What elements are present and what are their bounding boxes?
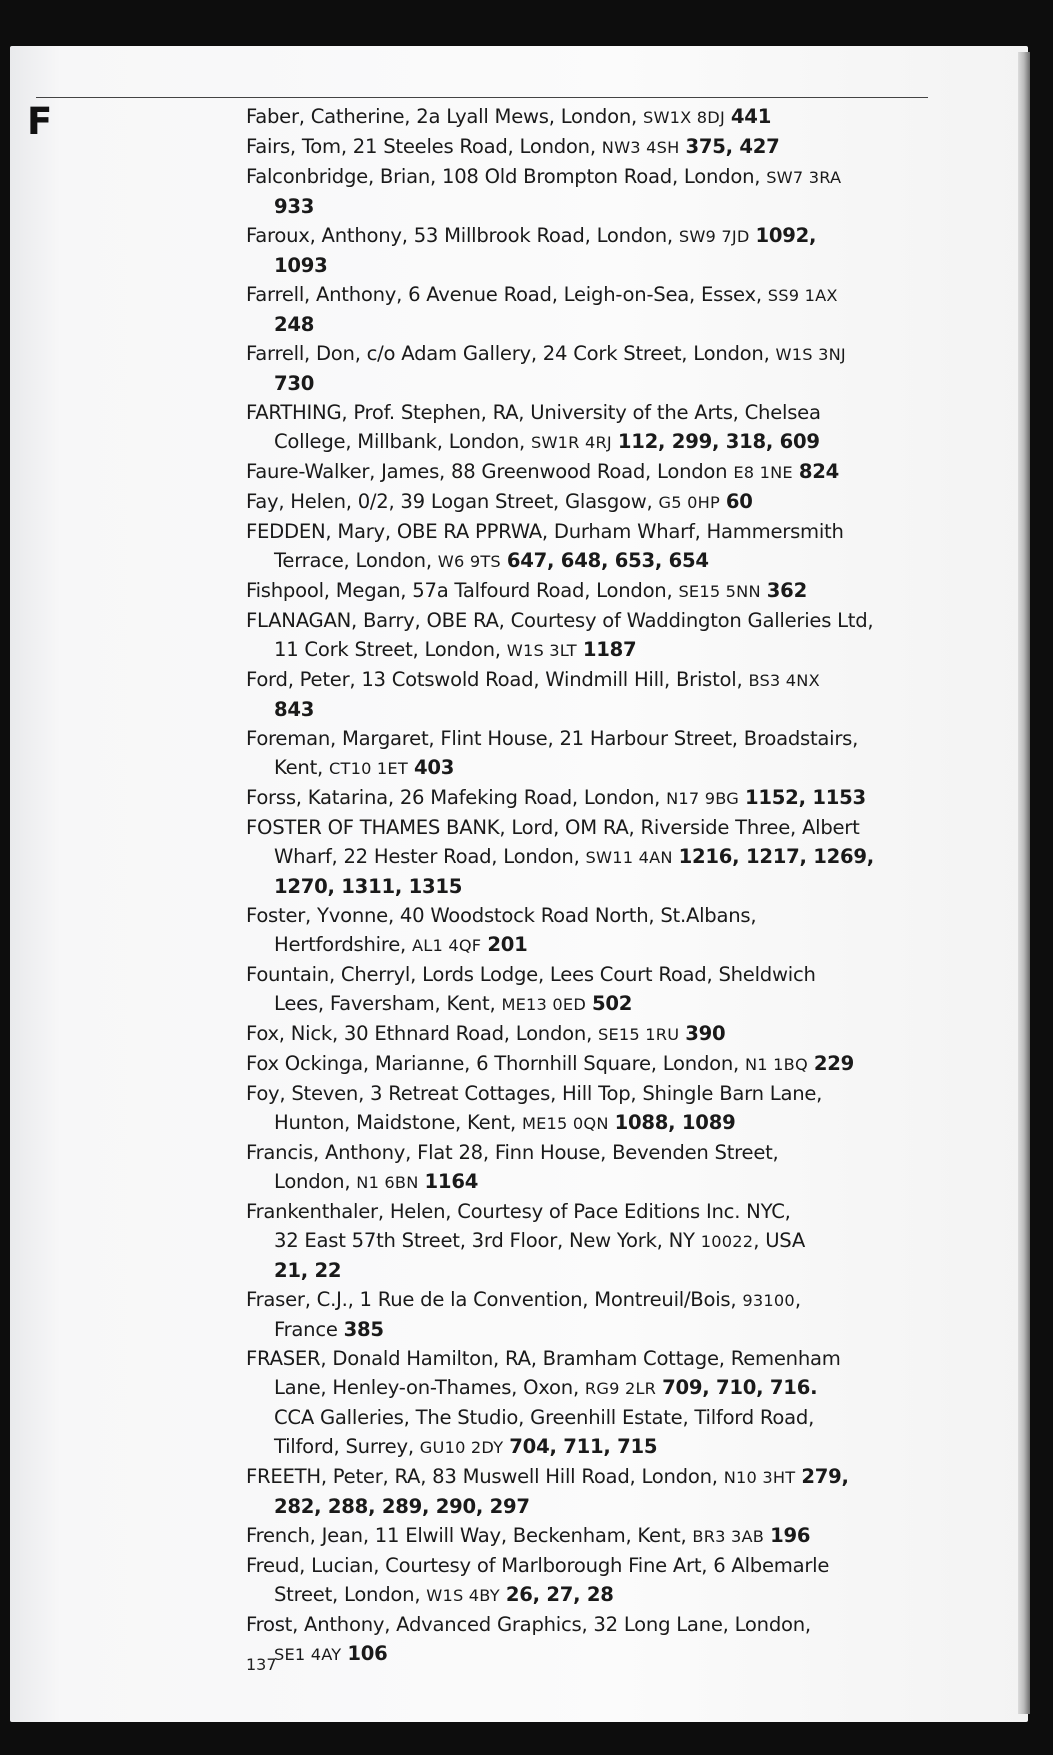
index-entry	[246, 665, 946, 724]
entry-text: Wharf, 22 Hester Road, London,	[274, 845, 586, 868]
entry-text: FEDDEN, Mary, OBE RA PPRWA, Durham Wharf, Hammersmith	[246, 520, 844, 543]
entry-text: Faure-Walker, James, 88 Greenwood Road, London	[246, 460, 734, 483]
entry-page-refs: 106	[347, 1642, 388, 1665]
page-edge-shadow	[1018, 52, 1030, 1714]
entry-postcode: W1S 3NJ	[775, 345, 846, 364]
entry-text: Terrace, London,	[274, 549, 438, 572]
index-entry	[246, 1462, 946, 1521]
entry-postcode: N1 1BQ	[745, 1055, 808, 1074]
entry-text: CCA Galleries, The Studio, Greenhill Estate, Tilford Road,	[274, 1406, 815, 1429]
entry-text: 11 Cork Street, London,	[274, 638, 507, 661]
index-entries-list	[246, 102, 946, 1669]
entry-postcode: 93100	[742, 1291, 795, 1310]
index-entry	[246, 132, 946, 162]
entry-text: FRASER, Donald Hamilton, RA, Bramham Cottage, Remenham	[246, 1347, 841, 1370]
index-entry	[246, 1521, 946, 1551]
entry-text: Foreman, Margaret, Flint House, 21 Harbour Street, Broadstairs,	[246, 727, 859, 750]
entry-page-refs: 647, 648, 653, 654	[506, 549, 709, 572]
entry-page-refs: 229	[813, 1052, 855, 1075]
entry-text: Frankenthaler, Helen, Courtesy of Pace Editions Inc. NYC,	[246, 1200, 791, 1223]
entry-text: London,	[274, 1170, 357, 1193]
entry-page-refs: 704, 711, 715	[509, 1435, 658, 1458]
entry-page-refs: 933	[274, 195, 315, 218]
entry-text: Frost, Anthony, Advanced Graphics, 32 Long Lane, London,	[246, 1613, 811, 1636]
entry-text: FLANAGAN, Barry, OBE RA, Courtesy of Waddington Galleries Ltd,	[246, 609, 874, 632]
index-entry	[246, 1019, 946, 1049]
entry-text: Fraser, C.J., 1 Rue de la Convention, Montreuil/Bois,	[246, 1288, 743, 1311]
index-entry	[246, 1285, 946, 1344]
entry-postcode: SE15 5NN	[678, 582, 761, 601]
index-entry	[246, 576, 946, 606]
index-entry	[246, 1049, 946, 1079]
entry-page-refs: 403	[413, 756, 455, 779]
entry-postcode: W1S 4BY	[426, 1586, 500, 1605]
index-entry	[246, 280, 946, 339]
index-entry	[246, 102, 946, 132]
index-entry	[246, 606, 946, 665]
entry-postcode: 10022	[700, 1232, 754, 1251]
entry-text: Fox, Nick, 30 Ethnard Road, London,	[246, 1022, 599, 1045]
entry-page-refs: 1152, 1153	[745, 786, 866, 809]
entry-text: Foy, Steven, 3 Retreat Cottages, Hill Top, Shingle Barn Lane,	[246, 1082, 823, 1105]
entry-page-refs: 1092,	[755, 224, 817, 247]
index-entry	[246, 339, 946, 398]
entry-postcode: CT10 1ET	[329, 759, 408, 778]
index-entry	[246, 724, 946, 783]
entry-page-refs: 196	[770, 1524, 811, 1547]
entry-postcode: W6 9TS	[437, 552, 501, 571]
entry-postcode: N10 3HT	[723, 1468, 796, 1487]
entry-text: Faroux, Anthony, 53 Millbrook Road, London,	[246, 224, 679, 247]
entry-text: Farrell, Anthony, 6 Avenue Road, Leigh-on-Sea, Essex,	[246, 283, 768, 306]
entry-postcode: G5 0HP	[658, 493, 720, 512]
entry-postcode: SW11 4AN	[585, 848, 673, 867]
entry-text: FARTHING, Prof. Stephen, RA, University of the Arts, Chelsea	[246, 401, 821, 424]
entry-text: ,	[794, 1288, 801, 1311]
entry-text: 32 East 57th Street, 3rd Floor, New York, NY	[274, 1229, 701, 1252]
entry-text: Fay, Helen, 0/2, 39 Logan Street, Glasgow,	[246, 490, 659, 513]
entry-page-refs: 730	[274, 372, 315, 395]
entry-text: Farrell, Don, c/o Adam Gallery, 24 Cork Street, London,	[246, 342, 776, 365]
entry-text: FOSTER OF THAMES BANK, Lord, OM RA, Riverside Three, Albert	[246, 816, 860, 839]
entry-text: Ford, Peter, 13 Cotswold Road, Windmill Hill, Bristol,	[246, 668, 749, 691]
index-entry	[246, 1610, 946, 1669]
entry-postcode: ME15 0QN	[521, 1114, 609, 1133]
entry-page-refs: 1187	[582, 638, 637, 661]
entry-page-refs: 112, 299, 318, 609	[617, 430, 820, 453]
section-letter: F	[27, 100, 53, 143]
entry-page-refs: 441	[730, 105, 772, 128]
entry-postcode: GU10 2DY	[419, 1438, 504, 1457]
entry-text: Hertfordshire,	[274, 933, 413, 956]
entry-page-refs: 282, 288, 289, 290, 297	[274, 1495, 530, 1518]
entry-page-refs: 279,	[801, 1465, 849, 1488]
entry-postcode: NW3 4SH	[601, 138, 680, 157]
entry-postcode: RG9 2LR	[584, 1379, 657, 1398]
entry-page-refs: 1164	[424, 1170, 479, 1193]
entry-postcode: SS9 1AX	[767, 286, 838, 305]
index-entry	[246, 162, 946, 221]
index-entry	[246, 517, 946, 576]
entry-text: Fountain, Cherryl, Lords Lodge, Lees Court Road, Sheldwich	[246, 963, 816, 986]
entry-page-refs: 21, 22	[274, 1259, 342, 1282]
index-entry	[246, 813, 946, 901]
index-entry	[246, 783, 946, 813]
entry-postcode: BS3 4NX	[748, 671, 820, 690]
entry-text: College, Millbank, London,	[274, 430, 531, 453]
entry-text: Kent,	[274, 756, 329, 779]
entry-postcode: E8 1NE	[733, 463, 793, 482]
index-entry	[246, 221, 946, 280]
entry-postcode: SW1R 4RJ	[531, 433, 612, 452]
entry-page-refs: 1088, 1089	[614, 1111, 736, 1134]
entry-page-refs: 1216, 1217, 1269,	[678, 845, 874, 868]
entry-page-refs: 1270, 1311, 1315	[274, 875, 463, 898]
entry-page-refs: 385	[343, 1318, 384, 1341]
entry-text: France	[274, 1318, 344, 1341]
entry-postcode: W1S 3LT	[506, 641, 577, 660]
page-number: 137	[246, 1655, 277, 1674]
index-entry	[246, 487, 946, 517]
index-entry	[246, 1551, 946, 1610]
entry-page-refs: 362	[766, 579, 807, 602]
entry-text: FREETH, Peter, RA, 83 Muswell Hill Road, London,	[246, 1465, 724, 1488]
entry-postcode: BR3 3AB	[692, 1527, 765, 1546]
entry-text: French, Jean, 11 Elwill Way, Beckenham, Kent,	[246, 1524, 693, 1547]
index-entry	[246, 457, 946, 487]
index-entry	[246, 398, 946, 457]
entry-text: Francis, Anthony, Flat 28, Finn House, Bevenden Street,	[246, 1141, 779, 1164]
entry-postcode: SW9 7JD	[678, 227, 750, 246]
index-entry	[246, 901, 946, 960]
entry-text: Fox Ockinga, Marianne, 6 Thornhill Square, London,	[246, 1052, 745, 1075]
entry-postcode: SE1 4AY	[274, 1645, 342, 1664]
entry-text: Fishpool, Megan, 57a Talfourd Road, London,	[246, 579, 679, 602]
entry-text: Faber, Catherine, 2a Lyall Mews, London,	[246, 105, 643, 128]
entry-text: Forss, Katarina, 26 Mafeking Road, London,	[246, 786, 667, 809]
entry-text: Lane, Henley-on-Thames, Oxon,	[274, 1376, 585, 1399]
entry-text: Lees, Faversham, Kent,	[274, 992, 502, 1015]
entry-page-refs: 375, 427	[685, 135, 780, 158]
entry-page-refs: 1093	[274, 254, 328, 277]
entry-text: Freud, Lucian, Courtesy of Marlborough Fine Art, 6 Albemarle	[246, 1554, 830, 1577]
entry-text: Tilford, Surrey,	[274, 1435, 420, 1458]
entry-postcode: N17 9BG	[666, 789, 740, 808]
entry-text: Hunton, Maidstone, Kent,	[274, 1111, 522, 1134]
index-entry	[246, 960, 946, 1019]
entry-page-refs: 824	[798, 460, 839, 483]
index-entry	[246, 1079, 946, 1138]
index-entry	[246, 1344, 946, 1462]
entry-postcode: SW7 3RA	[766, 168, 842, 187]
entry-text: Fairs, Tom, 21 Steeles Road, London,	[246, 135, 602, 158]
entry-page-refs: 502	[591, 992, 633, 1015]
entry-page-refs: 709, 710, 716.	[662, 1376, 818, 1399]
entry-text: , USA	[753, 1229, 806, 1252]
entry-text: Street, London,	[274, 1583, 427, 1606]
entry-postcode: SE15 1RU	[598, 1025, 680, 1044]
entry-postcode: AL1 4QF	[412, 936, 482, 955]
entry-page-refs: 26, 27, 28	[505, 1583, 614, 1606]
index-entry	[246, 1197, 946, 1285]
entry-text: Falconbridge, Brian, 108 Old Brompton Road, London,	[246, 165, 767, 188]
entry-page-refs: 60	[725, 490, 753, 513]
entry-postcode: ME13 0ED	[501, 995, 586, 1014]
header-rule	[36, 97, 928, 98]
index-entry	[246, 1138, 946, 1197]
entry-page-refs: 843	[274, 698, 315, 721]
entry-page-refs: 390	[685, 1022, 726, 1045]
entry-page-refs: 201	[487, 933, 528, 956]
entry-postcode: SW1X 8DJ	[642, 108, 725, 127]
entry-text: Foster, Yvonne, 40 Woodstock Road North, St.Albans,	[246, 904, 757, 927]
entry-postcode: N1 6BN	[356, 1173, 419, 1192]
entry-page-refs: 248	[274, 313, 315, 336]
